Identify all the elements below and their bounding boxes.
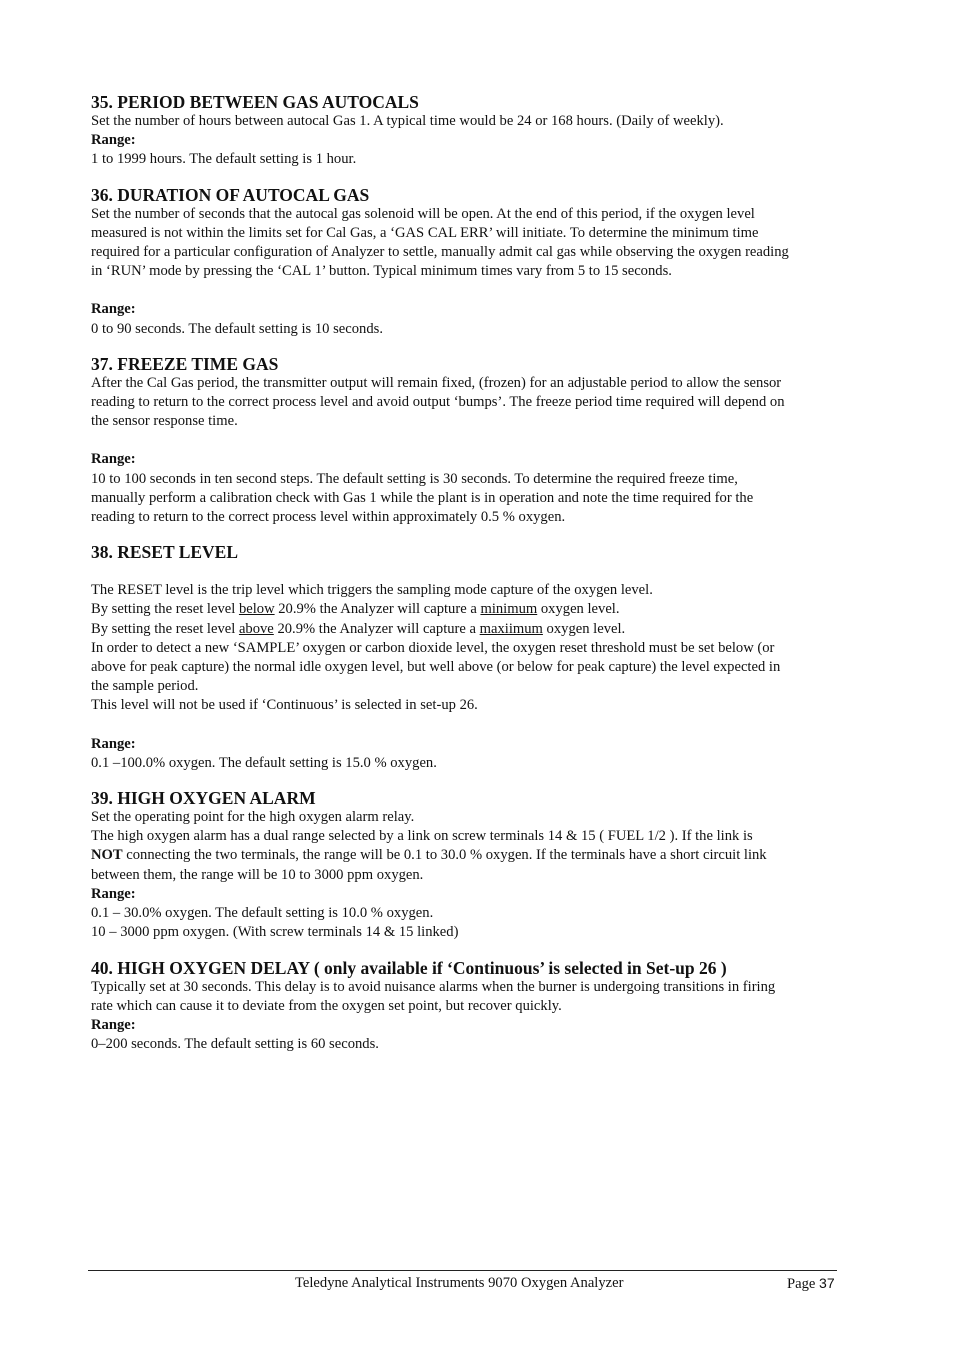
section-39-text-line: The high oxygen alarm has a dual range selected by a link on screw terminals 14 & 15 ( FUEL 1/2 ). If the link is (91, 828, 753, 845)
section-39-not-line (91, 846, 866, 865)
page-number: 37 (819, 1275, 835, 1291)
underlined-word-above: above (238, 620, 274, 637)
section-37-text-line: the sensor response time. (91, 413, 238, 430)
page-label: Page (787, 1276, 816, 1292)
section-35-range: 1 to 1999 hours. The default setting is 1 hour. (91, 151, 357, 168)
section-36-text-line: required for a particular configuration of Analyzer to settle, manually admit cal gas while observing the oxygen reading (91, 244, 789, 261)
section-40 (91, 958, 866, 1055)
section-39-range-label: Range: (91, 885, 136, 902)
section-39-heading: 39. HIGH OXYGEN ALARM (91, 788, 316, 809)
section-39-range-line: 0.1 – 30.0% oxygen. The default setting is 10.0 % oxygen. (91, 905, 434, 922)
text-run: 20.9% the Analyzer will capture a (273, 620, 480, 637)
section-35-range-label: Range: (91, 132, 136, 149)
footer-divider (88, 1270, 837, 1271)
section-39-text-line: Set the operating point for the high oxygen alarm relay. (91, 809, 415, 826)
section-36-heading: 36. DURATION OF AUTOCAL GAS (91, 184, 370, 205)
section-37-text-line: reading to return to the correct process level and avoid output ‘bumps’. The freeze period time required will depend on (91, 394, 785, 411)
section-35-text: Set the number of hours between autocal Gas 1. A typical time would be 24 or 168 hours. (Daily of weekly). (91, 113, 724, 129)
section-37-range-line: reading to return to the correct process level within approximately 0.5 % oxygen. (91, 509, 566, 526)
bold-word-not: NOT (91, 847, 123, 864)
footer-title: Teledyne Analytical Instruments 9070 Oxygen Analyzer (295, 1275, 624, 1291)
section-36-range: 0 to 90 seconds. The default setting is 10 seconds. (91, 320, 383, 337)
section-38-text-line: This level will not be used if ‘Continuous’ is selected in set-up 26. (91, 697, 478, 714)
section-38-above-line (91, 620, 866, 639)
section-39-text-line: between them, the range will be 10 to 3000 ppm oxygen. (91, 866, 424, 883)
section-38-text-line: In order to detect a new ‘SAMPLE’ oxygen or carbon dioxide level, the oxygen reset threshold must be set below (or (91, 639, 775, 656)
text-run: oxygen level. (537, 601, 620, 618)
section-38-text-line: the sample period. (91, 678, 199, 695)
section-35-heading: 35. PERIOD BETWEEN GAS AUTOCALS (91, 92, 419, 112)
text-run: By setting the reset level (91, 620, 239, 637)
section-37 (91, 354, 866, 527)
section-39-range-line: 10 – 3000 ppm oxygen. (With screw terminals 14 & 15 linked) (91, 924, 459, 941)
section-35 (91, 92, 866, 170)
section-40-heading: 40. HIGH OXYGEN DELAY ( only available if ‘Continuous’ is selected in Set-up 26 ) (91, 957, 727, 978)
section-36-text-line: in ‘RUN’ mode by pressing the ‘CAL 1’ button. Typical minimum times vary from 5 to 15 seconds. (91, 263, 672, 280)
section-38 (91, 542, 866, 773)
section-38-below-line (91, 600, 866, 619)
underlined-word-maximum: maxiimum (479, 620, 543, 637)
section-36-text-line: measured is not within the limits set for Cal Gas, a ‘GAS CAL ERR’ will initiate. To determine the minimum time (91, 224, 759, 241)
document-page (91, 92, 866, 1054)
section-37-text-line: After the Cal Gas period, the transmitter output will remain fixed, (frozen) for an adjustable period to allow the sensor (91, 374, 782, 391)
section-40-text-line: Typically set at 30 seconds. This delay is to avoid nuisance alarms when the burner is undergoing transitions in firing (91, 978, 776, 995)
text-run: connecting the two terminals, the range will be 0.1 to 30.0 % oxygen. If the terminals have a short circuit link (122, 847, 767, 864)
text-run: oxygen level. (542, 620, 626, 637)
section-39 (91, 788, 866, 942)
section-37-range-line: 10 to 100 seconds in ten second steps. The default setting is 30 seconds. To determine the required freeze time, (91, 470, 738, 487)
section-38-heading: 38. RESET LEVEL (91, 542, 239, 563)
text-run: 20.9% the Analyzer will capture a (274, 601, 481, 618)
section-36-range-label: Range: (91, 301, 136, 318)
section-37-heading: 37. FREEZE TIME GAS (91, 353, 279, 374)
section-38-text-line: above for peak capture) the normal idle oxygen level, but well above (or below for peak capture) the level expected in (91, 659, 781, 676)
section-36 (91, 185, 866, 339)
section-40-text-line: rate which can cause it to deviate from the oxygen set point, but recover quickly. (91, 997, 562, 1014)
footer-page-number (787, 1274, 835, 1293)
section-37-range-line: manually perform a calibration check with Gas 1 while the plant is in operation and note the time required for the (91, 489, 754, 506)
underlined-word-below: below (238, 601, 275, 618)
section-38-range: 0.1 –100.0% oxygen. The default setting is 15.0 % oxygen. (91, 754, 437, 771)
section-40-range-label: Range: (91, 1016, 136, 1033)
section-37-range-label: Range: (91, 451, 136, 468)
section-38-range-label: Range: (91, 735, 136, 752)
section-40-range: 0–200 seconds. The default setting is 60 seconds. (91, 1036, 379, 1053)
text-run: By setting the reset level (91, 601, 239, 618)
underlined-word-minimum: minimum (480, 601, 538, 618)
section-36-text-line: Set the number of seconds that the autocal gas solenoid will be open. At the end of this period, if the oxygen level (91, 205, 755, 222)
section-38-text-line: The RESET level is the trip level which triggers the sampling mode capture of the oxygen level. (91, 582, 653, 599)
